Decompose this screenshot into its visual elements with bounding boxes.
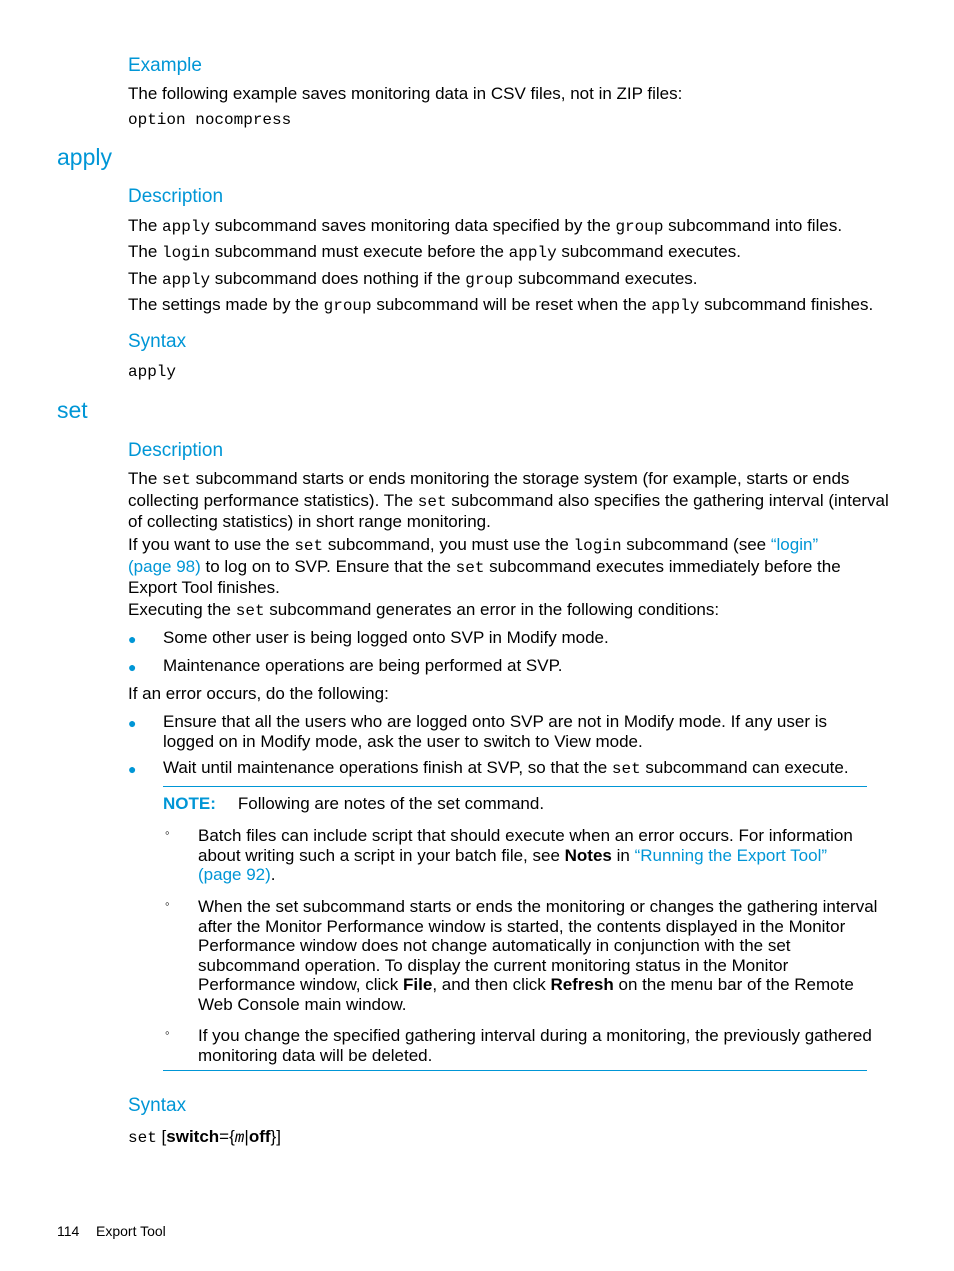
condition-item-1: Some other user is being logged onto SVP in Modify mode. — [163, 628, 609, 647]
example-code: option nocompress — [128, 111, 292, 129]
apply-para-4: The settings made by the group subcommand will be reset when the apply subcommand finishes. — [128, 295, 874, 315]
bullet-icon: ● — [128, 715, 137, 731]
note-item-3: If you change the specified gathering interval during a monitoring, the previously gathered monitoring data will be deleted. — [198, 1026, 872, 1065]
running-export-tool-page-link[interactable]: (page 92) — [198, 865, 271, 884]
apply-para-3: The apply subcommand does nothing if the group subcommand executes. — [128, 269, 698, 289]
set-para-1: The set subcommand starts or ends monitoring the storage system (for example, starts or ends collecting performance statistics). The set subcommand also specifies the gathering interval (interval of collecting statistics) in short range monitoring. — [128, 469, 889, 531]
apply-para-2: The login subcommand must execute before the apply subcommand executes. — [128, 242, 741, 262]
set-desc-heading: Description — [128, 440, 224, 461]
apply-syntax-heading: Syntax — [128, 331, 187, 352]
note-header: NOTE: Following are notes of the set command. — [163, 794, 545, 813]
apply-para-1: The apply subcommand saves monitoring data specified by the group subcommand into files. — [128, 216, 843, 236]
bullet-icon: ● — [128, 659, 137, 675]
set-para-3: Executing the set subcommand generates an error in the following conditions: — [128, 600, 720, 620]
bullet-icon: ● — [128, 761, 137, 777]
login-link[interactable]: “login” — [770, 535, 819, 554]
circle-bullet-icon: ◦ — [165, 1025, 170, 1040]
note-item-2: When the set subcommand starts or ends the monitoring or changes the gathering interval after the Monitor Performance window is started, the contents displayed in the Monitor Performance window does not change automatically in conjunction with the set subcommand operation. To display the current monitoring status in the Monitor Performance window, click File, and then click Refresh on the menu bar of the Remote Web Console main window. — [198, 897, 878, 1014]
circle-bullet-icon: ◦ — [165, 825, 170, 840]
page-number: 114 — [57, 1223, 80, 1239]
condition-item-2: Maintenance operations are being performed at SVP. — [163, 656, 563, 675]
note-item-1: Batch files can include script that should execute when an error occurs. For information about writing such a script in your batch file, see Notes in “Running the Export Tool” (page 92). — [198, 826, 853, 884]
error-intro: If an error occurs, do the following: — [128, 684, 389, 703]
apply-title: apply — [57, 144, 112, 170]
apply-syntax: apply — [128, 363, 177, 381]
set-syntax: set [switch={m|off}] — [128, 1127, 281, 1147]
apply-desc-heading: Description — [128, 186, 224, 207]
login-page-link[interactable]: (page 98) — [128, 556, 201, 576]
set-title: set — [57, 397, 88, 423]
action-item-1: Ensure that all the users who are logged onto SVP are not in Modify mode. If any user is logged on in Modify mode, ask the user to switch to View mode. — [163, 712, 828, 751]
example-text: The following example saves monitoring data in CSV files, not in ZIP files: — [128, 84, 683, 103]
note-bottom-rule — [163, 1070, 867, 1071]
running-export-tool-link[interactable]: “Running the Export Tool” — [634, 845, 828, 865]
set-para-2: If you want to use the set subcommand, you must use the login subcommand (see “login” (page 98) to log on to SVP. Ensure that the set subcommand executes immediately before the Export Tool finishes. — [128, 535, 841, 597]
set-syntax-heading: Syntax — [128, 1095, 187, 1116]
footer-title: Export Tool — [96, 1223, 166, 1239]
circle-bullet-icon: ◦ — [165, 896, 170, 911]
action-item-2: Wait until maintenance operations finish at SVP, so that the set subcommand can execute. — [163, 758, 849, 778]
note-top-rule — [163, 786, 867, 787]
example-heading: Example — [128, 55, 202, 76]
bullet-icon: ● — [128, 631, 137, 647]
